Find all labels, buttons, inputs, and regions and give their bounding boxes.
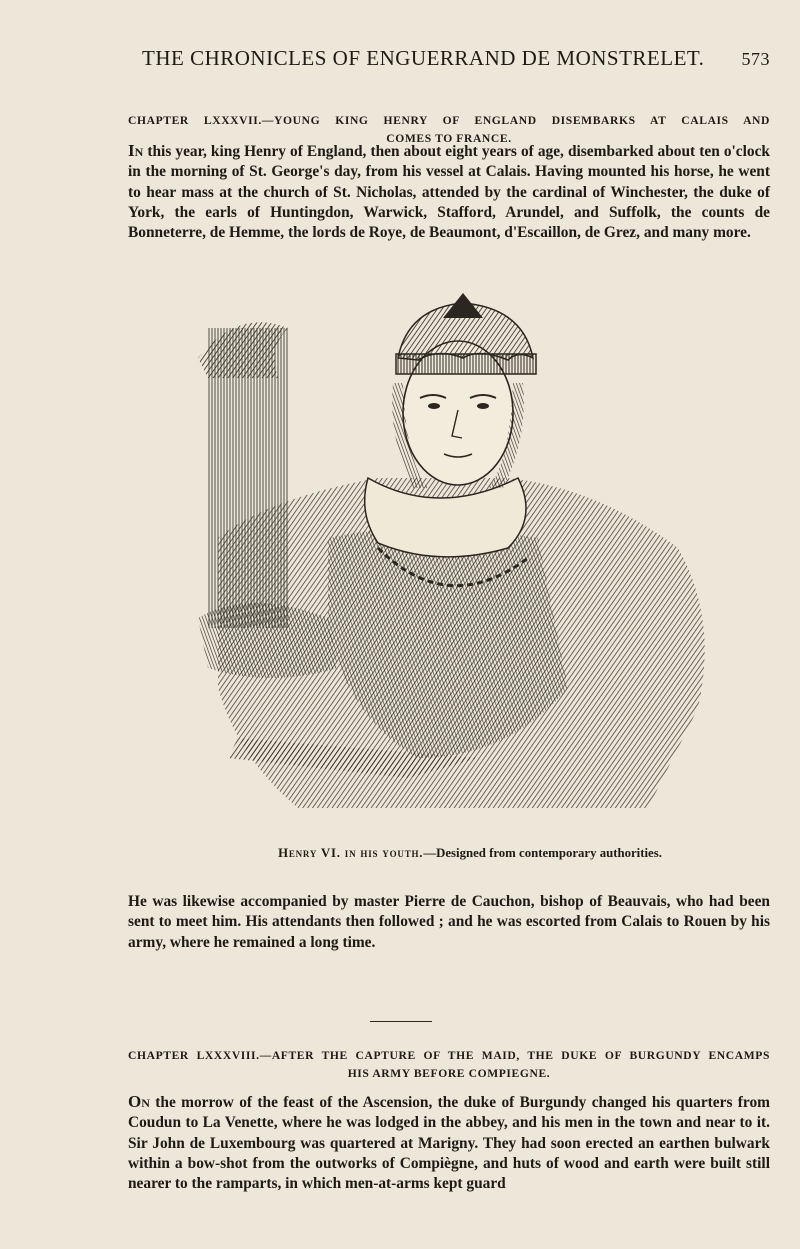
paragraph-text: this year, king Henry of England, then about eight years of age, disembarked about ten o'clock in the morning of St. George's day, from his vessel at Calais. Having mounted his horse, he went to hear mass at the church of St. Nicholas, attended by the cardinal of Winchester, the duke of York, the earls of Huntingdon, Warwick, Stafford, Arundel, and Suffolk, the counts de Bonneterre, de Hemme, the lords de Roye, de Beaumont, d'Escaillon, de Grez, and many more. — [128, 143, 770, 242]
chapter-88-heading — [128, 1047, 770, 1083]
caption-name: Henry VI. in his youth. — [278, 846, 424, 860]
running-title: THE CHRONICLES OF ENGUERRAND DE MONSTRELET. — [142, 46, 705, 70]
chapter-88-heading-line1: CHAPTER LXXXVIII.—AFTER THE CAPTURE OF THE MAID, THE DUKE OF BURGUNDY ENCAMPS — [128, 1049, 770, 1062]
caption-description: —Designed from contemporary authorities. — [423, 846, 662, 860]
section-divider — [370, 1021, 432, 1022]
henry-vi-engraving — [178, 288, 726, 828]
chapter-87-heading-line2: COMES TO FRANCE. — [386, 132, 512, 145]
figure-caption — [200, 846, 740, 861]
chapter-87-paragraph-1 — [128, 141, 770, 243]
chapter-87-paragraph-2: He was likewise accompanied by master Pierre de Cauchon, bishop of Beauvais, who had been sent to meet him. His attendants then followed ; and he was escorted from Calais to Rouen by his army, where he remained a long time. — [128, 893, 770, 951]
chapter-88-paragraph-1 — [128, 1092, 770, 1194]
paragraph-text: the morrow of the feast of the Ascension, the duke of Burgundy changed his quarters from Coudun to La Venette, where he was lodged in the abbey, and his men in the town and near to it. Sir John de Luxembourg was quartered at Marigny. They had soon erected an earthen bulwark within a bow-shot from the outworks of Compiègne, and huts of wood and earth were built still nearer to the ramparts, in which men-at-arms kept guard — [128, 1094, 770, 1193]
drop-initial-word: On — [128, 1092, 150, 1111]
chapter-88-heading-line2: HIS ARMY BEFORE COMPIEGNE. — [347, 1067, 551, 1080]
chapter-87-heading-line1: CHAPTER LXXXVII.—YOUNG KING HENRY OF ENGLAND DISEMBARKS AT CALAIS AND — [128, 114, 770, 127]
drop-initial-word: In — [128, 141, 144, 160]
running-head — [130, 46, 770, 71]
page-number: 573 — [741, 49, 770, 69]
